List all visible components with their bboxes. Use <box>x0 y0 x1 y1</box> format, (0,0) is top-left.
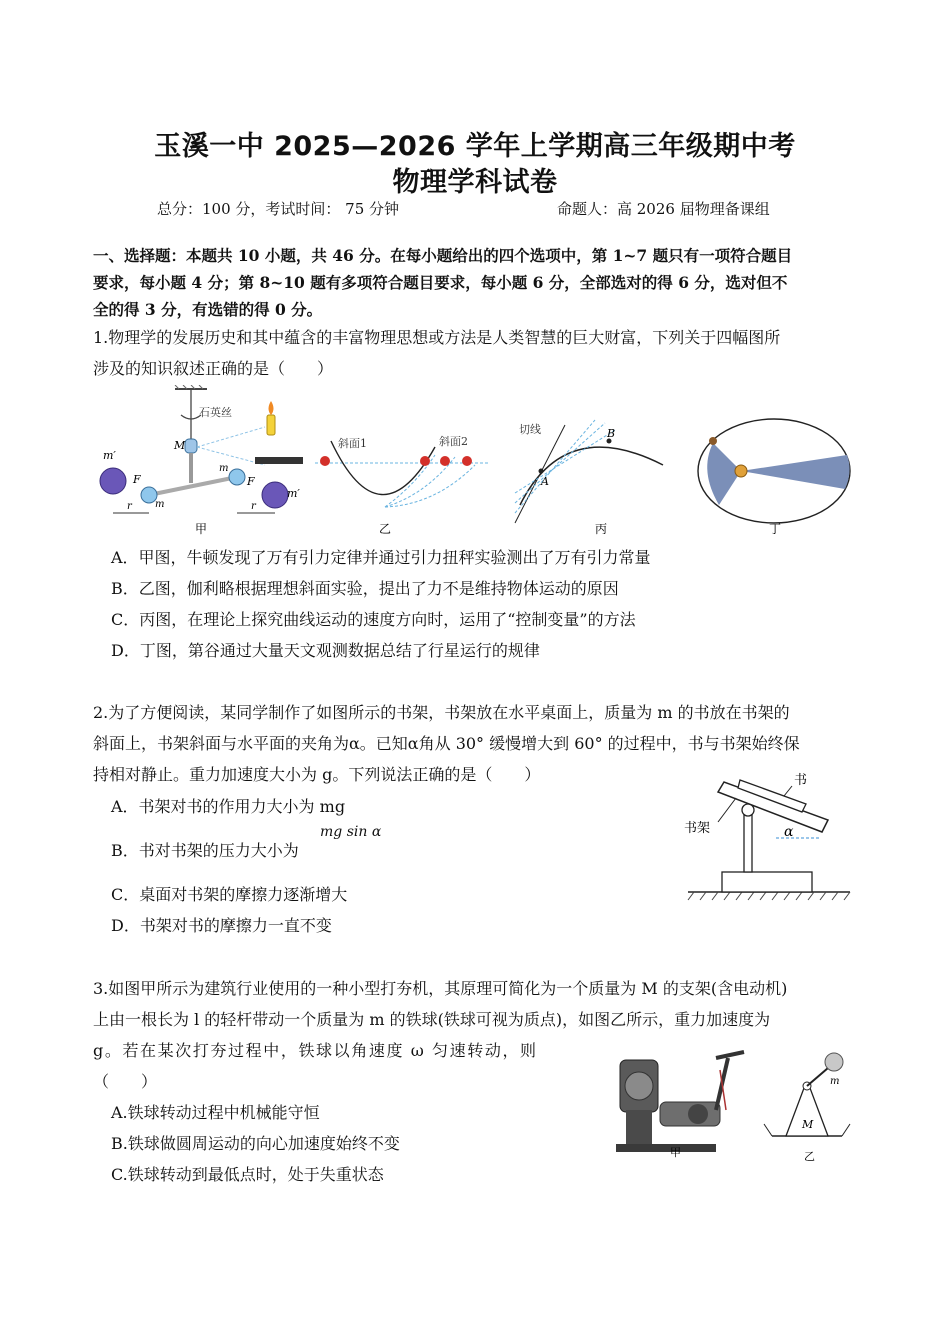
q3-m-label: m <box>830 1076 840 1087</box>
figure-ding-orbit <box>698 419 850 536</box>
exam-meta-author: 命题人：高 2026 届物理备课组 <box>557 200 770 218</box>
q1-option-a[interactable]: A．甲图，牛顿发现了万有引力定律并通过引力扭秤实验测出了万有引力常量 <box>111 548 651 567</box>
q2-option-d[interactable]: D．书架对书的摩擦力一直不变 <box>111 916 332 935</box>
svg-text:M: M <box>174 439 186 452</box>
rammer-machine-photo <box>616 1052 744 1159</box>
rammer-schematic <box>764 1053 850 1163</box>
q2-option-b-formula: mg sin α <box>320 824 382 840</box>
q1-option-c[interactable]: C．丙图，在理论上探究曲线运动的速度方向时，运用了“控制变量”的方法 <box>111 610 636 629</box>
svg-text:r: r <box>251 501 256 512</box>
svg-text:A: A <box>541 475 549 488</box>
q2-book-label: 书 <box>794 773 808 788</box>
q2-alpha-label: α <box>784 824 794 840</box>
q3-option-c[interactable]: C.铁球转动到最低点时，处于失重状态 <box>111 1165 384 1184</box>
q3-label-jia: 甲 <box>670 1146 681 1159</box>
svg-text:斜面2: 斜面2 <box>439 435 468 448</box>
figure-yi-ramps <box>315 434 490 536</box>
question-3-stem: 3.如图甲所示为建筑行业使用的一种小型打夯机，其原理可简化为一个质量为 M 的支架(含电动机) 上由一根长为 l 的轻杆带动一个质量为 m 的铁球(铁球可视为质点)，如图乙所示，重力加速度为 g。若在某次打夯过程中，铁球以角速度 ω 匀速转动，则 （ ） <box>93 979 788 1091</box>
fig-yi-label: 乙 <box>379 522 392 536</box>
svg-text:m′: m′ <box>287 487 300 500</box>
question-1-options <box>111 542 651 666</box>
q3-M-label: M <box>802 1118 814 1131</box>
q3-option-a[interactable]: A.铁球转动过程中机械能守恒 <box>111 1103 320 1122</box>
q2-option-a[interactable]: A．书架对书的作用力大小为 mg <box>111 797 346 816</box>
q1-option-d[interactable]: D．丁图，第谷通过大量天文观测数据总结了行星运行的规律 <box>111 641 540 660</box>
svg-text:m′: m′ <box>103 449 116 462</box>
question-3-options <box>111 1097 400 1190</box>
q3-label-yi: 乙 <box>804 1150 815 1163</box>
svg-text:F: F <box>133 473 141 486</box>
svg-text:m: m <box>155 499 165 510</box>
q2-option-b[interactable]: B．书对书架的压力大小为 <box>111 841 299 860</box>
section-instructions: 一、选择题：本题共 10 小题，共 46 分。在每小题给出的四个选项中，第 1~7 题只有一项符合题目 要求，每小题 4 分；第 8~10 题有多项符合题目要求，每小题 6 分，全部选对的得 6 分，选对但不 全的得 3 分，有选错的得 0 分。 <box>93 246 793 319</box>
figure-bing-tangent <box>515 420 663 536</box>
exam-title-line1: 玉溪一中 2025—2026 学年上学期高三年级期中考 <box>154 131 796 162</box>
svg-text:m: m <box>219 463 229 474</box>
svg-text:F: F <box>247 475 255 488</box>
exam-meta-score: 总分：100 分，考试时间： 75 分钟 <box>157 200 400 218</box>
question-2-stem: 2.为了方便阅读，某同学制作了如图所示的书架，书架放在水平桌面上，质量为 m 的书放在书架的 斜面上，书架斜面与水平面的夹角为α。已知α角从 30° 缓慢增大到 60° 的过程中，书与书架始终保 持相对静止。重力加速度大小为 g。下列说法正确的是（ ） <box>93 703 800 784</box>
svg-text:r: r <box>127 501 132 512</box>
question-1-figure <box>95 385 865 540</box>
q2-shelf-label: 书架 <box>684 821 711 836</box>
fig-jia-label: 甲 <box>195 522 208 536</box>
question-1-stem: 1.物理学的发展历史和其中蕴含的丰富物理思想或方法是人类智慧的巨大财富，下列关于四幅图所 涉及的知识叙述正确的是（ ） <box>93 328 781 378</box>
fig-bing-label: 丙 <box>595 522 608 536</box>
fig1-quartz-label: 石英丝 <box>199 406 232 419</box>
fig-ding-label: 丁 <box>769 522 782 536</box>
q2-option-c[interactable]: C．桌面对书架的摩擦力逐渐增大 <box>111 885 348 904</box>
q1-option-b[interactable]: B．乙图，伽利略根据理想斜面实验，提出了力不是维持物体运动的原因 <box>111 579 619 598</box>
exam-title-line2: 物理学科试卷 <box>392 167 558 198</box>
figure-jia-torsion-balance <box>100 385 303 536</box>
question-3-rammer-figure <box>606 1040 856 1165</box>
svg-text:B: B <box>607 427 616 440</box>
q3-option-b[interactable]: B.铁球做圆周运动的向心加速度始终不变 <box>111 1134 400 1153</box>
svg-text:斜面1: 斜面1 <box>338 437 367 450</box>
svg-text:切线: 切线 <box>519 423 541 436</box>
question-2-bookshelf-figure <box>680 770 860 905</box>
